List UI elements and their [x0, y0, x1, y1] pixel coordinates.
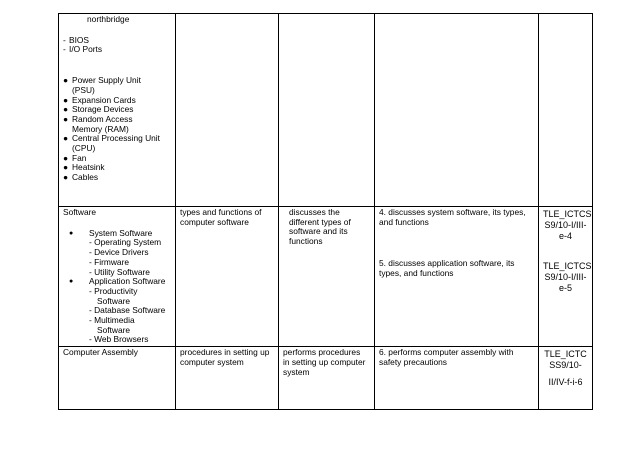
- list-item: ● Storage Devices: [63, 104, 134, 115]
- table-row: [59, 347, 593, 410]
- standard-cell: [279, 207, 375, 347]
- competency-text: 6. performs computer assembly with safety precautions: [379, 347, 514, 367]
- bullet-icon: ●: [63, 104, 69, 115]
- topic-title: Software: [63, 207, 97, 217]
- code-line: II/IV-f-i-6: [548, 377, 583, 388]
- topic-cell: [59, 347, 176, 410]
- code-line: e-4: [558, 231, 572, 241]
- code-cell: [539, 14, 593, 207]
- bullet-icon: ●: [63, 172, 69, 183]
- list-subitem: - Firmware: [89, 256, 130, 267]
- competency-cell: [375, 347, 539, 410]
- list-subitem-cont: Software: [97, 324, 131, 335]
- competency-text: 5. discusses application software, its types, and functions: [379, 258, 515, 279]
- bullet-icon: ●: [63, 94, 69, 105]
- standard-cell: [279, 347, 375, 410]
- topic-title: Computer Assembly: [63, 347, 138, 358]
- content-line: types and functions of: [180, 207, 262, 217]
- code-cell: [539, 347, 593, 410]
- list-item: ● Application Software: [63, 277, 171, 287]
- standard-line: system: [283, 366, 310, 377]
- code-line: S9/10-I/III-: [544, 220, 587, 230]
- content-line: computer system: [180, 356, 244, 367]
- standard-cell: [279, 14, 375, 207]
- code-cell: [539, 207, 593, 347]
- list-item: ● Expansion Cards: [63, 94, 136, 105]
- code-line: TLE_ICTCS: [543, 261, 592, 271]
- list-item: ● Cables: [63, 172, 99, 183]
- standard-line: functions: [289, 236, 323, 247]
- list-item: ● Fan: [63, 152, 87, 163]
- standard-line: performs procedures: [283, 347, 361, 358]
- list-subitem: - Operating System: [89, 237, 162, 248]
- dash-item: - BIOS: [63, 36, 171, 46]
- content-cell: [176, 14, 279, 207]
- code-line: TLE_ICTCS: [543, 209, 592, 219]
- list-subitem: - Utility Software: [89, 266, 150, 277]
- code-line: TLE_ICTC: [544, 349, 587, 360]
- bullet-icon: ●: [63, 75, 69, 86]
- list-subitem: - Database Software: [89, 305, 166, 316]
- code-line: S9/10-I/III-: [544, 272, 587, 282]
- bullet-icon: ●: [63, 133, 69, 144]
- standard-line: software and its: [289, 226, 348, 237]
- bullet-icon: ●: [63, 113, 69, 124]
- list-subitem: - Productivity: [89, 285, 138, 296]
- list-subitem: - Web Browsers: [89, 334, 149, 345]
- content-cell: [176, 207, 279, 347]
- code-line: SS9/10-: [549, 360, 582, 371]
- topic-cell: [59, 207, 176, 347]
- list-item: ● Heatsink: [63, 162, 105, 173]
- topic-cell: [59, 14, 176, 207]
- table-row: [59, 14, 593, 207]
- standard-line: different types of: [289, 216, 351, 227]
- list-item: ● System Software: [63, 229, 171, 239]
- content-cell: [176, 347, 279, 410]
- list-item: ● Random Access Memory (RAM): [63, 113, 133, 134]
- list-subitem-cont: Software: [97, 295, 131, 306]
- content-line: procedures in setting up: [180, 347, 270, 358]
- topic-line: northbridge: [87, 14, 130, 24]
- competency-cell: [375, 207, 539, 347]
- list-item: ● Central Processing Unit (CPU): [63, 133, 160, 154]
- table-row: [59, 207, 593, 347]
- competency-text: 4. discusses system software, its types, and functions: [379, 207, 526, 227]
- list-subitem: - Multimedia: [89, 315, 135, 326]
- curriculum-table: [58, 13, 593, 410]
- list-item: ● Power Supply Unit (PSU): [63, 75, 141, 95]
- standard-line: discusses the: [289, 207, 340, 217]
- dash-item: - I/O Ports: [63, 45, 171, 55]
- standard-line: in setting up computer: [283, 356, 366, 367]
- bullet-icon: ●: [63, 152, 69, 163]
- code-line: e-5: [558, 283, 572, 293]
- bullet-icon: ●: [63, 162, 69, 173]
- competency-cell: [375, 14, 539, 207]
- content-line: computer software: [180, 216, 249, 227]
- list-subitem: - Device Drivers: [89, 247, 149, 258]
